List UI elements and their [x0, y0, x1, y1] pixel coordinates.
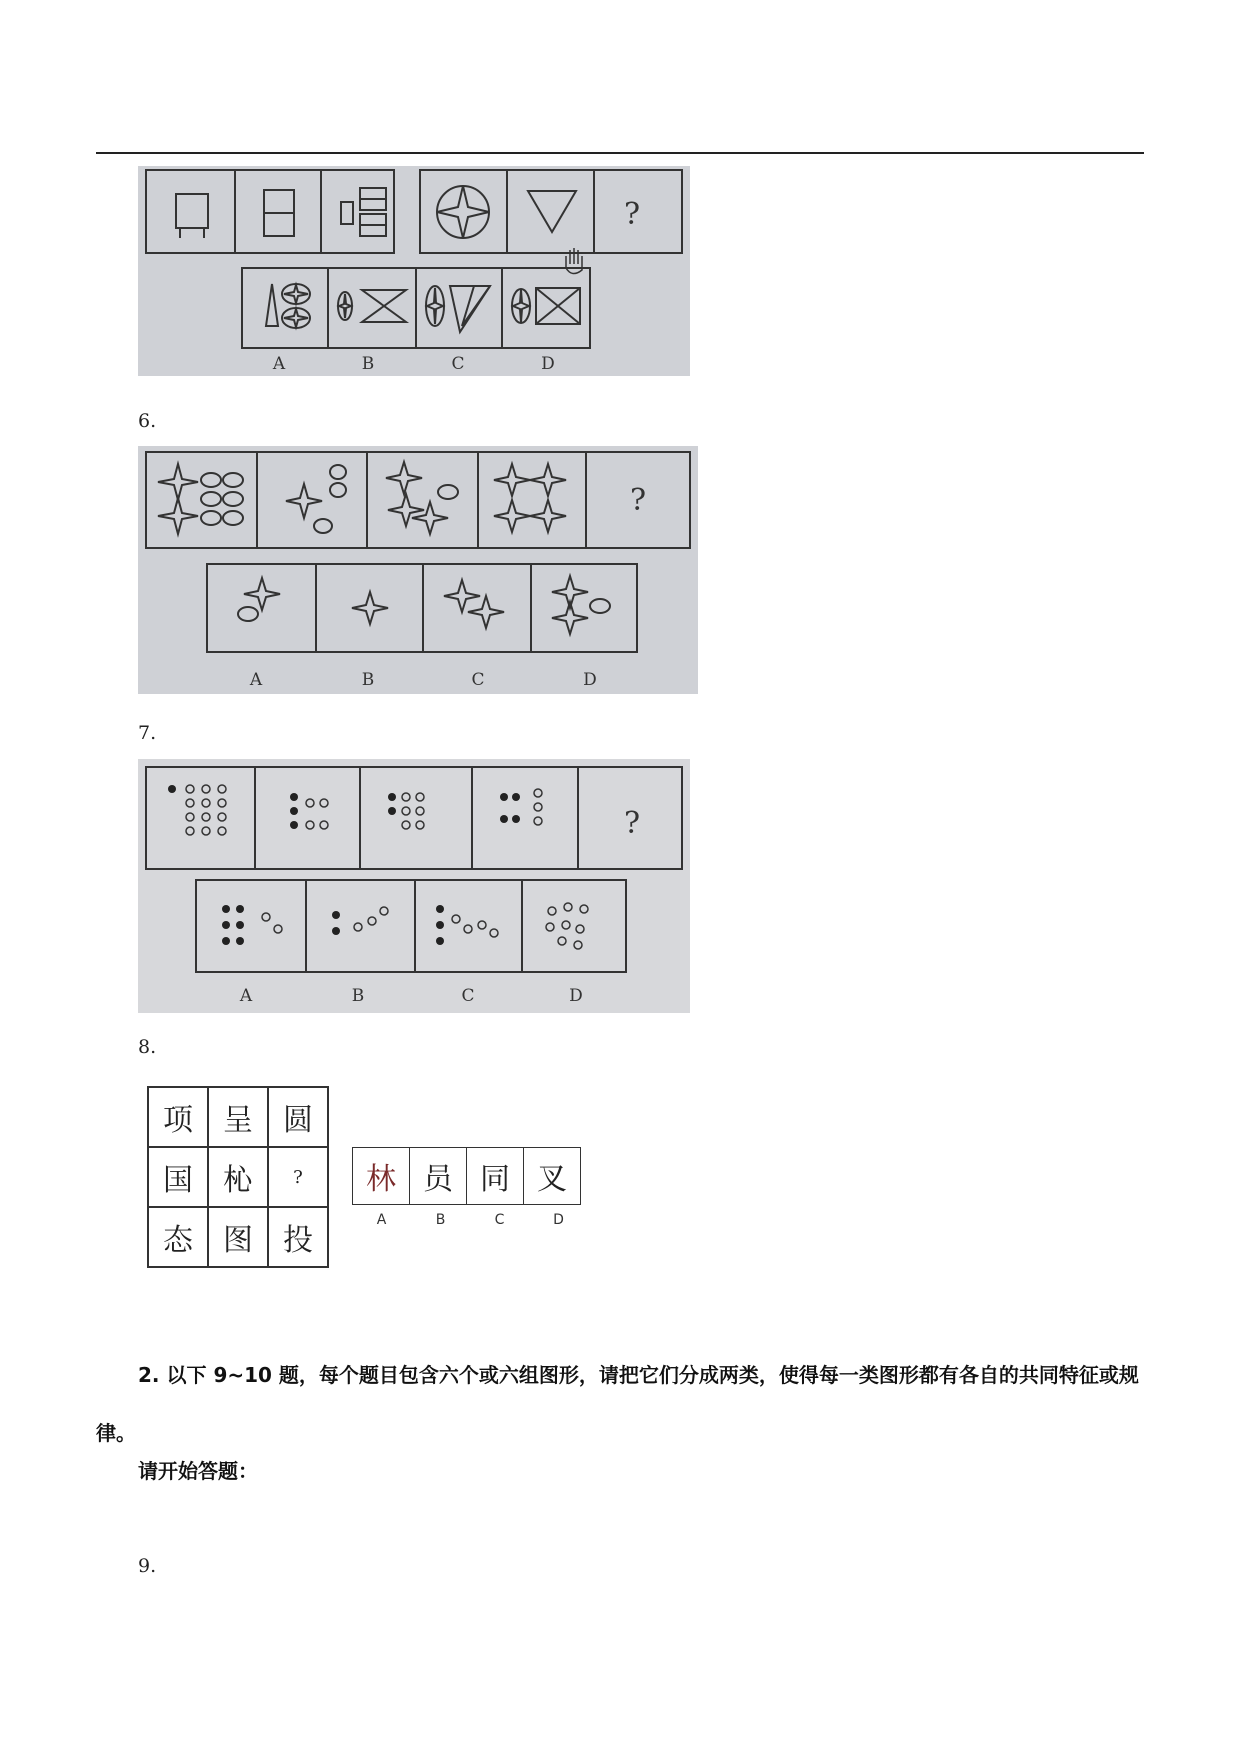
- q7-option-a: A: [239, 986, 253, 1006]
- q6-option-b: B: [361, 670, 375, 690]
- q6-question-mark: ?: [629, 483, 647, 518]
- q8-option-c-char: 同: [467, 1148, 524, 1205]
- q6-option-c: C: [471, 670, 485, 690]
- question-number-7: 7.: [138, 722, 157, 744]
- q8-option-b-letter: B: [435, 1212, 446, 1228]
- grid-cell: 国: [148, 1147, 208, 1207]
- q8-option-letters: [352, 1212, 588, 1228]
- q8-option-a-letter: A: [376, 1212, 387, 1228]
- q7-option-c: C: [461, 986, 475, 1006]
- q6-option-a: A: [249, 670, 263, 690]
- q8-option-b-char: 员: [410, 1148, 467, 1205]
- grid-cell: 图: [208, 1207, 268, 1267]
- q8-option-a-char: 林: [353, 1148, 410, 1205]
- q5-figure: [138, 166, 690, 376]
- q5-option-a: A: [272, 354, 286, 374]
- question-number-6: 6.: [138, 410, 157, 432]
- grid-cell-question: ?: [268, 1147, 328, 1207]
- section2-instruction: 2. 以下 9~10 题，每个题目包含六个或六组图形，请把它们分成两类，使得每一类图形都有各自的共同特征或规律。: [96, 1363, 1139, 1445]
- grid-cell: 呈: [208, 1087, 268, 1147]
- grid-cell: 圆: [268, 1087, 328, 1147]
- grid-cell: 项: [148, 1087, 208, 1147]
- q5-option-b: B: [361, 354, 375, 374]
- q8-option-d-char: 叉: [524, 1148, 581, 1205]
- header-rule: [96, 152, 1144, 154]
- q5-option-d: D: [541, 354, 555, 374]
- q7-question-mark: ?: [623, 806, 641, 841]
- q6-figure: [138, 446, 698, 694]
- grid-cell: 态: [148, 1207, 208, 1267]
- grid-cell: 杺: [208, 1147, 268, 1207]
- q7-figure: [138, 759, 690, 1013]
- q6-option-d: D: [583, 670, 597, 690]
- q8-options: [352, 1147, 581, 1205]
- question-number-8: 8.: [138, 1036, 157, 1058]
- q8-option-c-letter: C: [494, 1212, 505, 1228]
- q7-option-d: D: [569, 986, 583, 1006]
- q8-option-d-letter: D: [553, 1212, 564, 1228]
- start-prompt: 请开始答题：: [138, 1459, 258, 1483]
- q5-question-mark: ?: [623, 197, 641, 232]
- q7-option-b: B: [351, 986, 365, 1006]
- grid-cell: 投: [268, 1207, 328, 1267]
- q8-character-grid: [147, 1086, 329, 1268]
- question-number-9: 9.: [138, 1555, 157, 1577]
- q5-option-c: C: [451, 354, 465, 374]
